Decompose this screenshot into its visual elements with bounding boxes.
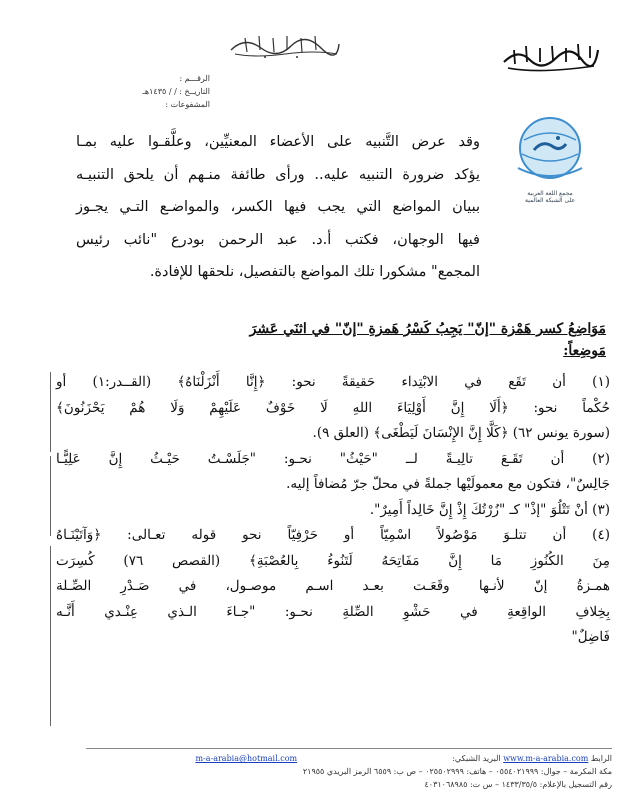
- rule-line: (سورة يونس ٦٢) ﴿كَلَّا إِنَّ الإِنْسَانَ لَيَطْغَى﴾ (العلق ٩).: [312, 425, 610, 441]
- footer-contact: مكة المكرمة – جوال: ٠٥٥٤٠٢١٩٩٩ – هاتف: ٠٢٥٥٠٢٩٩٩ – ص ب: ٦٥٥٩ الرمز البريدي ٢١٩٥٥: [302, 767, 612, 776]
- intro-line: ببيان المواضع التي يجب فيها الكسر، والمواضـع التـي يجـوز: [76, 199, 480, 215]
- link-label: الرابط: [590, 754, 612, 763]
- rule-line: (١) أن تَقَع في الابْتِداء حَقيقةً نحو: ﴿إِنَّا أَنْزَلْنَاهُ﴾ (القــدر:١) أو: [56, 374, 611, 390]
- rule-line: بِخِلافِ الواقِعةِ في حَشْوِ الصِّلةِ نحـو: "جـاءَ الـذي عِنْـدي أَنَّـه: [56, 603, 610, 620]
- website-link[interactable]: www.m-a-arabia.com: [503, 754, 589, 763]
- rule-line: حُكْماً نحو: ﴿أَلَا إِنَّ أَوْلِيَاءَ اللهِ لَا خَوْفٌ عَلَيْهِمْ وَلَا هُمْ يَحْزَنُونَ﴾: [56, 399, 610, 416]
- date-label: التاريــخ : / / ١٤٣٥هـ: [142, 87, 210, 96]
- globe-emblem-icon: [512, 110, 588, 190]
- letterhead-footer: [86, 752, 612, 791]
- kingdom-wordmark-icon: [500, 40, 600, 76]
- basmala-logo-icon: [225, 30, 345, 62]
- intro-line: فيها الوجهان، فكتب أ.د. عبد الرحمن بودرع "نائب رئيس: [76, 231, 480, 248]
- intro-line: المجمع" مشكورا تلك المواضع بالتفصيل، نلحقها للإفادة.: [149, 264, 480, 280]
- intro-line: وقد عرض التَّنبيه على الأعضاء المعنيِّين، وعلَّقـوا عليه بمـا: [76, 134, 480, 150]
- emblem-caption-line-1: مجمع اللغة العربية: [527, 190, 573, 197]
- rule-line: فَاضِلٌ": [571, 629, 610, 645]
- emblem-caption: [508, 190, 592, 204]
- basmala-calligraphy: [225, 30, 345, 62]
- attachments-label: المشفوعات :: [165, 100, 210, 109]
- footer-registration: رقم التسجيل بالإعلام: ١٤٣٣/٣٥/٥ – س ت: ٤٠٣١٠٦٨٩٨٥: [424, 780, 612, 789]
- rule-line: (٢) أن تَقَـعَ تالِيـةً لــ "حَيْثُ" نحـو: "جَلَسْـتُ حَيْـثُ إِنَّ عَلِيًّـا: [56, 450, 610, 467]
- intro-line: يؤكد ضرورة التنبيه عليه.. ورأى طائفة منـهم أن يلحق التنبيـه: [76, 166, 480, 183]
- academy-emblem: [512, 110, 588, 198]
- footer-divider: [86, 748, 612, 749]
- logo-wordmark: [500, 40, 600, 76]
- email-link[interactable]: m-a-arabia@hotmail.com: [195, 754, 298, 763]
- letter-meta: [100, 72, 210, 111]
- emblem-caption-line-2: على الشبكة العالمية: [524, 197, 576, 204]
- email-label: البريد الشبكي:: [452, 754, 501, 763]
- rule-line: جَالِسٌ"، فتكون مع معمولَيْها جملةً في محلّ جرّ مُضافاً إليه.: [286, 476, 610, 492]
- rule-line: مِنَ الكُنُوزِ مَا إِنَّ مَفَاتِحَهُ لَتَنُوءُ بِالعُصْبَةِ﴾ (القصص ٧٦) كُسِرَت: [56, 552, 610, 569]
- section-heading: [58, 318, 606, 362]
- footer-links-row: [86, 752, 612, 765]
- rules-body: [56, 370, 610, 651]
- heading-line: مَوضِعاً:: [563, 343, 606, 359]
- rule-line: (٣) أنْ تَتْلُوَ "إذْ" كـ "زُرْتُكَ إِذْ إِنَّ خَالِداً أَمِيرٌ".: [369, 501, 610, 518]
- reference-number-label: الرقـــم :: [179, 74, 210, 83]
- heading-line: مَوَاضِعُ كسر هَمْزة "إنّ" يَجِبُ كَسْرُ هَمزةِ "إنّ" في اثنَي عَشرَ: [249, 321, 606, 337]
- intro-paragraph: [76, 126, 480, 289]
- rule-line: همـزةُ إنّ لأنـها وقَعَـت بعـد اسـم موصـول، في صَـدْرِ الصِّـلة: [56, 578, 610, 594]
- rule-line: (٤) أن تتلـوَ مَوْصُولاً اسْمِيّاً أو حَرْفِيّاً نحو قوله تعـالى: ﴿وَآتَيْنَـاهُ: [56, 527, 610, 543]
